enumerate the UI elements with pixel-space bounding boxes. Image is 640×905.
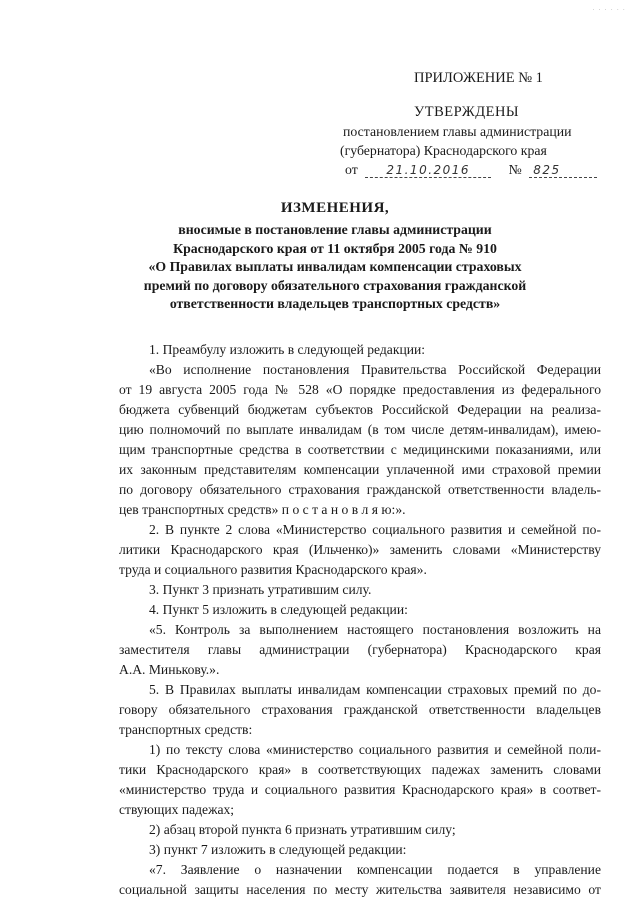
- body-line: 5. В Правилах выплаты инвалидам компенсации страховых премий по до-: [149, 682, 601, 697]
- body-line: заместителя главы администрации (губернатора) Краснодарского края: [119, 642, 601, 657]
- body-line: труда и социального развития Краснодарского края».: [119, 562, 427, 577]
- body-line: А.А. Минькову.».: [119, 662, 220, 677]
- scan-mark: · · · · · ·: [592, 6, 626, 14]
- body-line: «министерство труда и социального развития Краснодарского края» в соответ-: [119, 782, 601, 797]
- body-line: социальной защиты населения по месту жительства заявителя независимо от: [119, 882, 601, 897]
- body-line: цев транспортных средств» п о с т а н о в л я ю:».: [119, 502, 406, 517]
- body-line: 3. Пункт 3 признать утратившим силу.: [149, 582, 372, 597]
- title-line: вносимые в постановление главы администрации: [178, 222, 492, 237]
- document-body: [119, 340, 601, 900]
- body-line: ствующих падежах;: [119, 802, 235, 817]
- approval-line-1: постановлением главы администрации: [343, 124, 572, 139]
- body-line: 1. Преамбулу изложить в следующей редакции:: [149, 342, 426, 357]
- body-line: цию полномочий по выплате инвалидам (в том числе детям-инвалидам), имею-: [119, 422, 601, 437]
- body-line: их законным представителям компенсации уплаченной ими страховой премии: [119, 462, 601, 477]
- annex-label: ПРИЛОЖЕНИЕ № 1: [414, 70, 543, 86]
- handwritten-number: 825: [529, 163, 597, 178]
- title-main: ИЗМЕНЕНИЯ,: [280, 200, 390, 216]
- body-line: говору обязательного страхования гражданской ответственности владельцев: [119, 702, 601, 717]
- body-line: бюджета субвенций бюджетам субъектов Российской Федерации на реализа-: [119, 402, 601, 417]
- body-line: 3) пункт 7 изложить в следующей редакции:: [149, 842, 407, 857]
- date-prefix: от: [345, 162, 358, 177]
- title-line: Краснодарского края от 11 октября 2005 года № 910: [173, 240, 497, 256]
- handwritten-date: 21.10.2016: [365, 163, 491, 178]
- document-title: [100, 200, 570, 314]
- date-number-row: [345, 162, 597, 178]
- body-line: 2) абзац второй пункта 6 признать утратившим силу;: [149, 822, 456, 837]
- body-line: 1) по тексту слова «министерство социального развития и семейной поли-: [149, 742, 601, 757]
- body-line: по договору обязательного страхования гражданской ответственности владель-: [119, 482, 601, 497]
- approved-label: УТВЕРЖДЕНЫ: [414, 104, 520, 120]
- title-line: «О Правилах выплаты инвалидам компенсации страховых: [148, 259, 522, 274]
- title-line: премий по договору обязательного страхования гражданской: [143, 277, 527, 293]
- body-line: «Во исполнение постановления Правительства Российской Федерации: [149, 362, 601, 377]
- body-line: 2. В пункте 2 слова «Министерство социального развития и семейной по-: [149, 522, 601, 537]
- number-prefix: №: [508, 162, 522, 177]
- body-line: «5. Контроль за выполнением настоящего постановления возложить на: [149, 622, 601, 637]
- body-line: литики Краснодарского края (Ильченко)» заменить словами «Министерству: [119, 542, 601, 557]
- body-line: 4. Пункт 5 изложить в следующей редакции:: [149, 602, 408, 617]
- approval-line-2: (губернатора) Краснодарского края: [340, 143, 547, 158]
- body-line: транспортных средств:: [119, 722, 253, 737]
- title-line: ответственности владельцев транспортных средств»: [169, 296, 501, 311]
- body-line: от 19 августа 2005 года № 528 «О порядке предоставления из федерального: [119, 382, 601, 397]
- body-line: тики Краснодарского края» в соответствующих падежах заменить словами: [119, 762, 601, 777]
- body-line: «7. Заявление о назначении компенсации подается в управление: [149, 862, 601, 877]
- body-line: щим транспортные средства в соответствии с медицинскими показаниями, или: [119, 442, 601, 457]
